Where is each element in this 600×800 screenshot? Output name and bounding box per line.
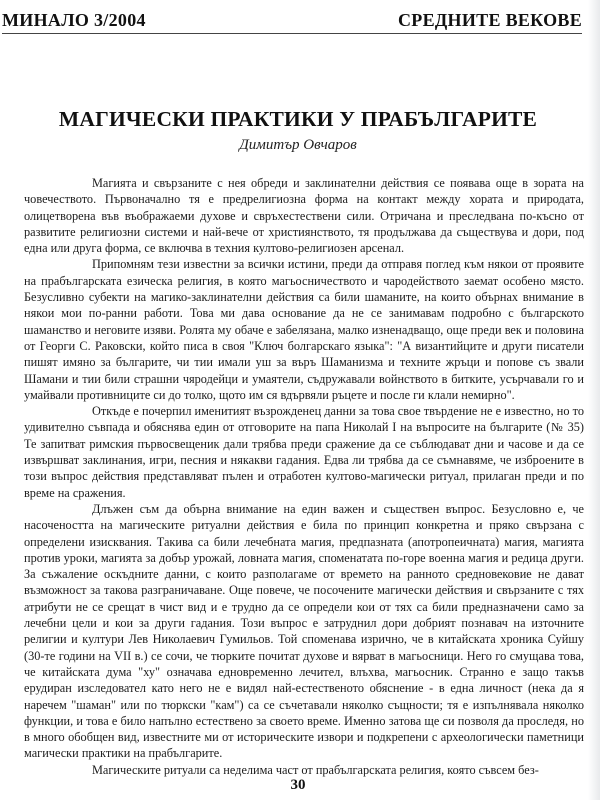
paragraph: Припомням тези известни за всички истини, преди да отправя поглед към някои от проявите на прабългарската езическа религия, в която магьосничеството и чародейството заемат особено място. Безусливно субекти на магико-заклинателни действия са били шаманите, на които обърнах внимание в някои мои по-ранни работи. Това ми дава основание да не се занимавам подробно с българското шаманство и неговите изяви. Ролята му обаче е забелязана, малко изненадващо, още преди век и половина от Георги С. Раковски, който писа в своя "Ключ болгарскаго языка": "А византийците и други писатели пишят имяно за българите, чи тии имали уш за въръ Шаманизма и техните жръци и попове съ звали Шамани и тии били страшни чяродейци и умаятели, съдружавали войнството в битките, усърчавали го и умайвали противниците си до толко, щото им ся вдървяли ръцете и после ги клали немирно". [24, 257, 584, 402]
paragraph: Откъде е почерпил именитият възрожденец данни за това свое твърдение не е известно, но то удивително съвпада и обяснява един от отговорите на папа Николай I на въпросите на българите (№ 35) Те запитват римския първосвещеник дали трябва преди сражение да се съблюдават дни и часове и да се извършват заклинания, игри, песния и някакви гадания. Едва ли трябва да се съмнавяме, че изброените в този въпрос действия представляват пълен и отработен култово-магически ритуал, прилаган преди и по време на сражения. [24, 404, 584, 500]
article-body [24, 175, 584, 778]
section-title: СРЕДНИТЕ ВЕКОВЕ [397, 10, 582, 30]
paragraph: Магията и свързаните с нея обреди и заклинателни действия се появава още в зората на човечеството. Първоначално тя е предрелигиозна форма на контакт между хората и природата, олицетворена във въображаеми духове и свръхестествени сили. Отричана и преследвана по-късно от развитите религиозни системи и най-вече от християнството, тя продължава да съществува и дори, под една или друга форма, се включва в техния култово-религиозен арсенал. [24, 176, 584, 256]
header-rule [2, 33, 582, 34]
page-number: 30 [290, 777, 306, 793]
article-author: Димитър Овчаров [239, 137, 357, 153]
article-title: МАГИЧЕСКИ ПРАКТИКИ У ПРАБЪЛГАРИТЕ [58, 107, 538, 131]
paragraph: Длъжен съм да обърна внимание на един важен и съществен въпрос. Безусловно е, че насочеността на магическите ритуални действия е била по принцип конкретна и пряко свързана с определени изисквания. Такива са били лечебната магия, предпазната (апотропеичната) магия, магията против уроки, магията за добър урожай, ловната магия, споменатата по-горе военна магия и редица други. За съжаление оскъдните данни, с които разполагаме от времето на ранното средновековие не дават възможност за такова разграничаване. Още повече, че посочените магически действия и свързаните с тях атрибути не се срещат в чист вид и е трудно да се определи кои от тях са били предназначени само за лечебни цели и кои за други гадания. Този въпрос е затруднил дори добрият познавач на източните религии и култури Лев Николаевич Гумильов. Той споменава изрично, че в китайската хроника Суйшу (30-те години на VII в.) се сочи, че тюрките почитат духове и вярват в магьосници. Него го смущава това, че китайската дума "ху" означава едновременно лечител, влъхва, магьосник. Странно е защо такъв ерудиран изследовател като него не е видял най-естественото обяснение - в една личност (нека да я наречем "шаман" или по тюркски "кам") са се съчетавали няколко същности; тя е изпълнявала няколко функции, и това е било напълно естествено за своето време. Именно затова ще си позволя да проследя, но в много обобщен вид, известните ми от историческите извори и подкрепени с археологически паметници магически практики на прабългарите. [24, 501, 584, 761]
journal-issue: МИНАЛО 3/2004 [2, 10, 146, 30]
running-header [2, 9, 582, 31]
paragraph: Магическите ритуали са неделима част от прабългарската религия, която съвсем без- [92, 762, 539, 777]
